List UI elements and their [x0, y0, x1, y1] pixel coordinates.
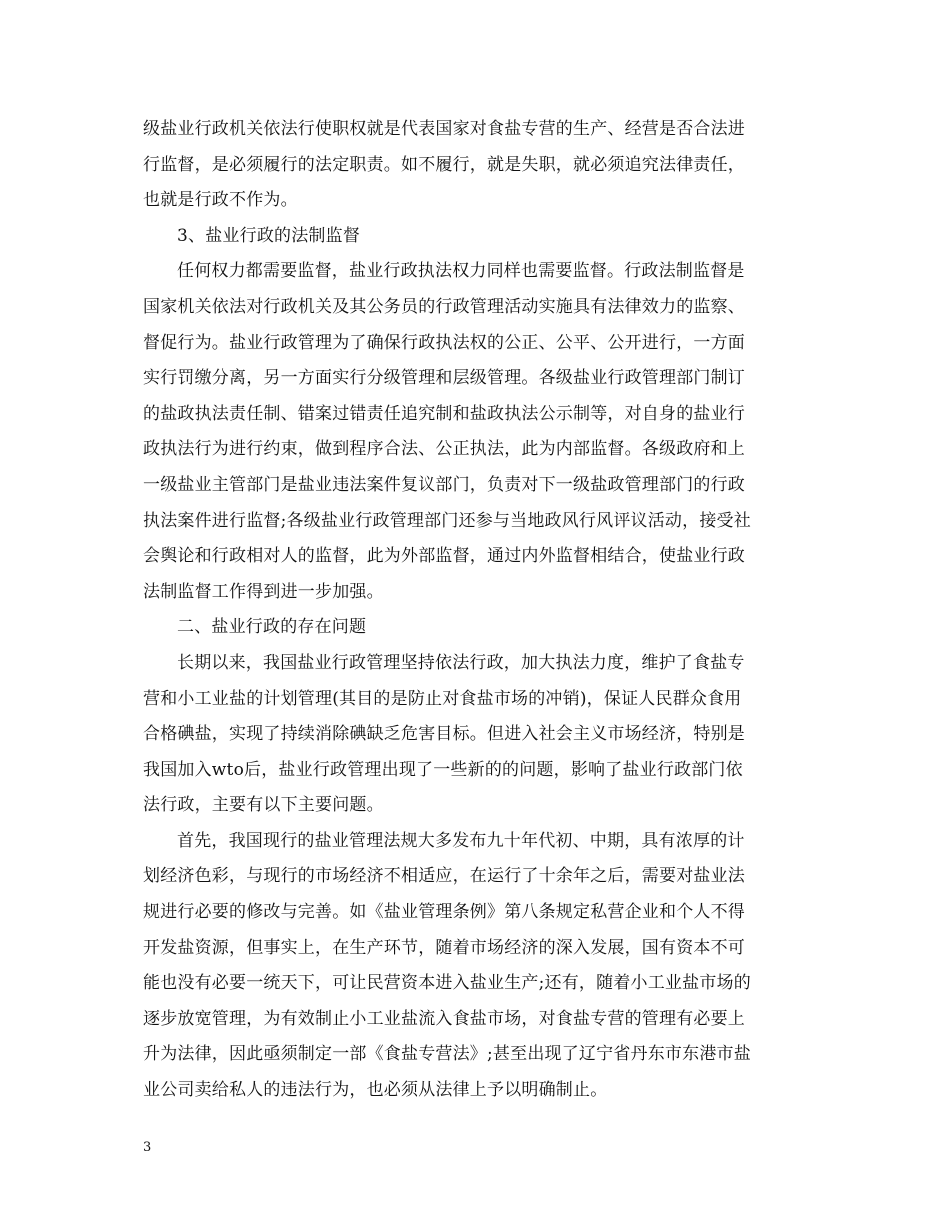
body-text-line: 政执法行为进行约束，做到程序合法、公正执法，此为内部监督。各级政府和上 — [143, 439, 745, 460]
body-text-line: 会舆论和行政相对人的监督，此为外部监督，通过内外监督相结合，使盐业行政 — [143, 546, 745, 567]
body-text-line: 国家机关依法对行政机关及其公务员的行政管理活动实施具有法律效力的监察、 — [143, 296, 745, 317]
body-text-line: 一级盐业主管部门是盐业违法案件复议部门，负责对下一级盐政管理部门的行政 — [143, 474, 745, 495]
body-text-line: 我国加入wto后，盐业行政管理出现了一些新的的问题，影响了盐业行政部门依 — [143, 759, 743, 780]
body-text-line: 也就是行政不作为。 — [143, 190, 298, 211]
body-text-line: 划经济色彩，与现行的市场经济不相适应，在运行了十余年之后，需要对盐业法 — [143, 866, 745, 887]
paragraph-first-line: 任何权力都需要监督，盐业行政执法权力同样也需要监督。行政法制监督是 — [177, 261, 745, 282]
body-text-line: 逐步放宽管理，为有效制止小工业盐流入食盐市场，对食盐专营的管理有必要上 — [143, 1008, 745, 1029]
body-text-line: 级盐业行政机关依法行使职权就是代表国家对食盐专营的生产、经营是否合法进 — [143, 119, 745, 139]
body-text-line: 合格碘盐，实现了持续消除碘缺乏危害目标。但进入社会主义市场经济，特别是 — [143, 724, 745, 745]
body-text-line: 督促行为。盐业行政管理为了确保行政执法权的公正、公平、公开进行，一方面 — [143, 332, 745, 353]
body-text-line: 法制监督工作得到进一步加强。 — [143, 581, 384, 602]
page-number: 3 — [143, 1140, 152, 1155]
body-text-line: 开发盐资源，但事实上，在生产环节，随着市场经济的深入发展，国有资本不可 — [143, 937, 745, 958]
body-text-line: 规进行必要的修改与完善。如《盐业管理条例》第八条规定私营企业和个人不得 — [143, 902, 745, 923]
body-text-line: 法行政，主要有以下主要问题。 — [143, 795, 384, 816]
paragraph-first-line: 长期以来，我国盐业行政管理坚持依法行政，加大执法力度，维护了食盐专 — [177, 652, 745, 673]
section-heading: 二、盐业行政的存在问题 — [177, 617, 367, 638]
body-text-line: 业公司卖给私人的违法行为，也必须从法律上予以明确制止。 — [143, 1080, 608, 1101]
paragraph-first-line: 首先，我国现行的盐业管理法规大多发布九十年代初、中期，具有浓厚的计 — [177, 830, 745, 851]
section-heading: 3、盐业行政的法制监督 — [177, 225, 361, 246]
body-text-line: 执法案件进行监督;各级盐业行政管理部门还参与当地政风行风评议活动，接受社 — [143, 510, 751, 531]
body-text-line: 营和小工业盐的计划管理(其目的是防止对食盐市场的冲销)，保证人民群众食用 — [143, 688, 742, 709]
body-text-line: 能也没有必要一统天下，可让民营资本进入盐业生产;还有，随着小工业盐市场的 — [143, 973, 751, 994]
body-text-line: 升为法律，因此亟须制定一部《食盐专营法》;甚至出现了辽宁省丹东市东港市盐 — [143, 1044, 751, 1065]
body-text-line: 的盐政执法责任制、错案过错责任追究制和盐政执法公示制等，对自身的盐业行 — [143, 403, 745, 424]
document-body — [143, 112, 811, 1109]
body-text-line: 行监督，是必须履行的法定职责。如不履行，就是失职，就必须追究法律责任， — [143, 154, 745, 175]
body-text-line: 实行罚缴分离，另一方面实行分级管理和层级管理。各级盐业行政管理部门制订 — [143, 368, 745, 389]
